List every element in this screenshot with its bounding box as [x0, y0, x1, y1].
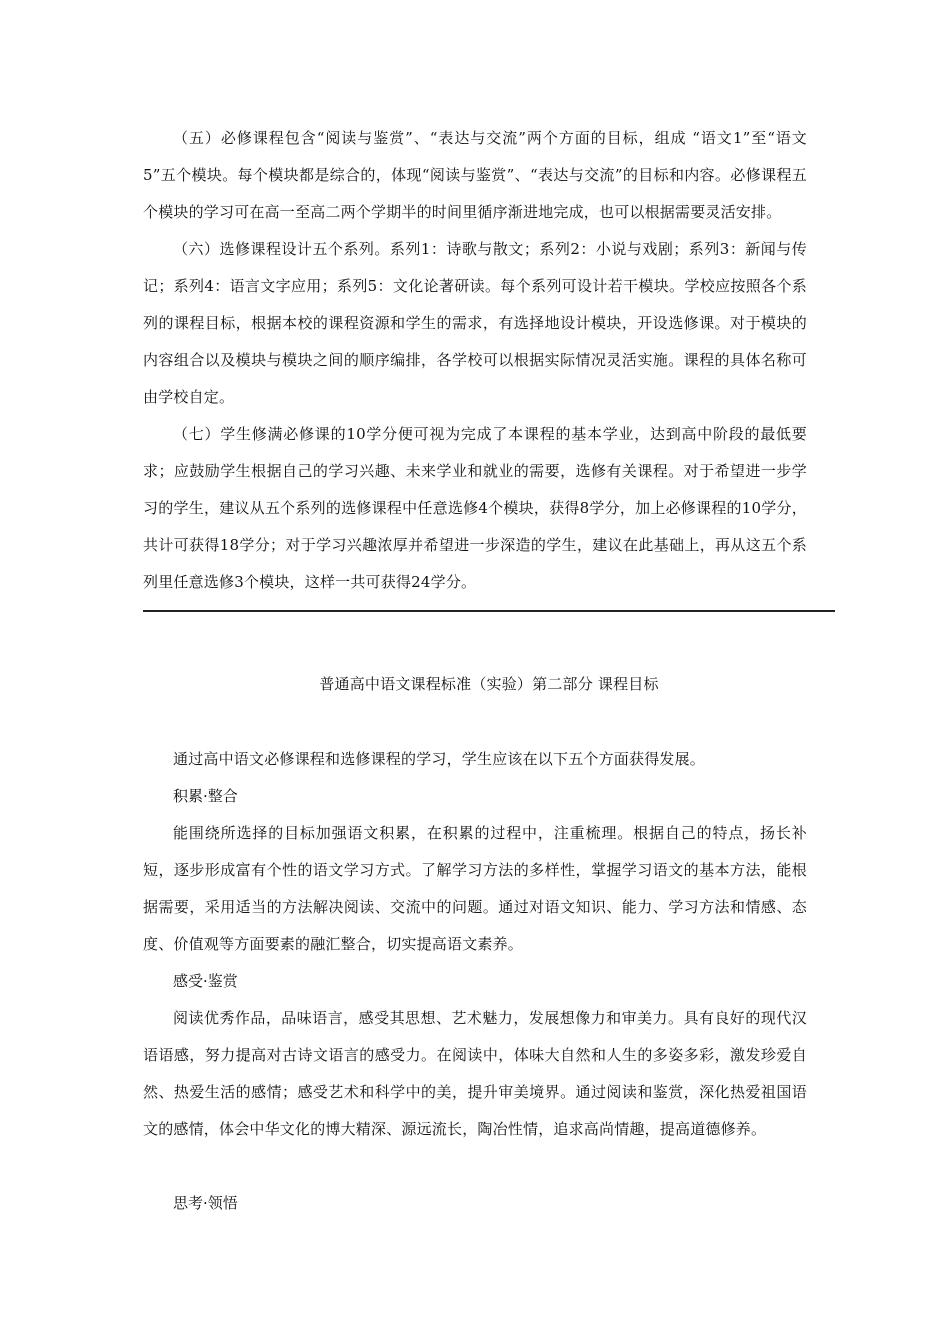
paragraph-item-7: （七）学生修满必修课的10学分便可视为完成了本课程的基本学业，达到高中阶段的最低要求；应鼓励学生根据自己的学习兴趣、未来学业和就业的需要，选修有关课程。对于希望进一步学习的学生，建议从五个系列的选修课程中任意选修4个模块，获得8学分，加上必修课程的10学分，共计可获得18学分；对于学习兴趣浓厚并希望进一步深造的学生，建议在此基础上，再从这五个系列里任意选修3个模块，这样一共可获得24学分。 — [143, 425, 807, 591]
intro-paragraph: 通过高中语文必修课程和选修课程的学习，学生应该在以下五个方面获得发展。 — [173, 750, 706, 768]
section-body-accumulate: 能围绕所选择的目标加强语文积累，在积累的过程中，注重梳理。根据自己的特点，扬长补短，逐步形成富有个性的语文学习方式。了解学习方法的多样性，掌握学习语文的基本方法，能根据需要，采用适当的方法解决阅读、交流中的问题。通过对语文知识、能力、学习方法和情感、态度、价值观等方面要素的融汇整合，切实提高语文素养。 — [143, 824, 807, 953]
page-header: 普通高中语文课程标准（实验）第二部分 课程目标 — [319, 675, 659, 693]
page-divider — [143, 610, 835, 612]
paragraph-item-6: （六）选修课程设计五个系列。系列1：诗歌与散文；系列2：小说与戏剧；系列3：新闻与传记；系列4：语言文字应用；系列5：文化论著研读。每个系列可设计若干模块。学校应按照各个系列的课程目标，根据本校的课程资源和学生的需求，有选择地设计模块，开设选修课。对于模块的内容组合以及模块与模块之间的顺序编排，各学校可以根据实际情况灵活实施。课程的具体名称可由学校自定。 — [143, 240, 807, 406]
section-heading-appreciate: 感受·鉴赏 — [173, 972, 238, 990]
section-heading-accumulate: 积累·整合 — [173, 787, 238, 805]
section-heading-reflect: 思考·领悟 — [173, 1194, 238, 1212]
section-body-appreciate: 阅读优秀作品，品味语言，感受其思想、艺术魅力，发展想像力和审美力。具有良好的现代汉语语感，努力提高对古诗文语言的感受力。在阅读中，体味大自然和人生的多姿多彩，激发珍爱自然、热爱生活的感情；感受艺术和科学中的美，提升审美境界。通过阅读和鉴赏，深化热爱祖国语文的感情，体会中华文化的博大精深、源远流长，陶冶性情，追求高尚情趣，提高道德修养。 — [143, 1009, 807, 1138]
paragraph-item-5: （五）必修课程包含“阅读与鉴赏”、“表达与交流”两个方面的目标，组成 “语文1”至“语文5”五个模块。每个模块都是综合的，体现“阅读与鉴赏”、“表达与交流”的目标和内容。必修课程五个模块的学习可在高一至高二两个学期半的时间里循序渐进地完成，也可以根据需要灵活安排。 — [143, 129, 807, 221]
